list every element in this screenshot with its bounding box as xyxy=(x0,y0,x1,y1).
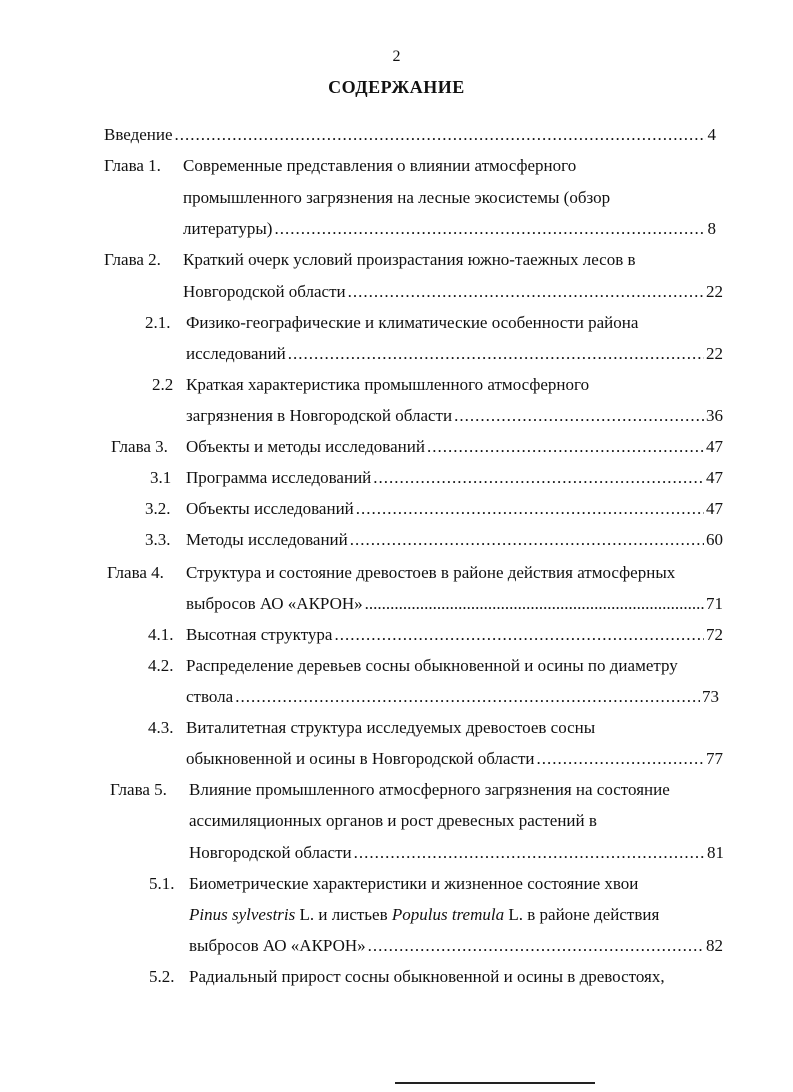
toc-row xyxy=(186,528,723,552)
toc-leader-dots xyxy=(175,123,706,147)
toc-chapter-label: Глава 5. xyxy=(110,780,167,799)
toc-entry-section-3-1 xyxy=(0,466,793,490)
page-number: 2 xyxy=(392,48,401,65)
toc-leader-dots xyxy=(454,404,704,428)
toc-page-number: 4 xyxy=(707,125,716,144)
toc-leader-dots xyxy=(235,685,700,709)
toc-row xyxy=(189,841,724,865)
toc-leader-dots xyxy=(288,342,704,366)
toc-page-number: 47 xyxy=(706,437,723,456)
toc-section-label: 5.1. xyxy=(149,874,175,893)
toc-entry-text: Объекты и методы исследований xyxy=(186,437,425,456)
toc-entry-chapter-1-line3 xyxy=(0,217,793,241)
toc-chapter-label: Глава 3. xyxy=(111,437,168,456)
toc-entry-text: Программа исследований xyxy=(186,468,372,487)
species-name-aspen: Populus tremula xyxy=(391,905,505,924)
toc-leader-dots xyxy=(274,217,705,241)
toc-entry-section-3-2 xyxy=(0,497,793,521)
toc-entry-text: Распределение деревьев сосны обыкновенной и осины по диаметру xyxy=(186,656,678,675)
toc-page-number: 82 xyxy=(706,936,723,955)
toc-page-number: 73 xyxy=(702,687,719,706)
toc-entry-intro xyxy=(0,123,793,147)
toc-section-label: 2.1. xyxy=(145,313,171,332)
toc-entry-chapter-5-line3 xyxy=(0,841,793,865)
toc-row xyxy=(186,623,723,647)
toc-entry-section-2-2-line2 xyxy=(0,404,793,428)
toc-row xyxy=(189,934,723,958)
toc-entry-text: ассимиляционных органов и рост древесных растений в xyxy=(189,811,597,830)
toc-page-number: 22 xyxy=(706,344,723,363)
toc-row xyxy=(186,685,719,709)
toc-entry-text: Методы исследований xyxy=(186,530,348,549)
toc-section-label: 2.2 xyxy=(152,375,174,394)
toc-leader-dots xyxy=(334,623,704,647)
toc-entry-text: Новгородской области xyxy=(183,282,346,301)
toc-section-label: 4.2. xyxy=(148,656,174,675)
toc-entry-section-5-1-line3 xyxy=(0,934,793,958)
toc-entry-chapter-4-line2 xyxy=(0,592,793,616)
toc-page-number: 47 xyxy=(706,499,723,518)
toc-entry-text: промышленного загрязнения на лесные экосистемы (обзор xyxy=(183,188,611,207)
footer-divider xyxy=(395,1082,595,1084)
toc-entry-text: Новгородской области xyxy=(189,843,352,862)
toc-row xyxy=(186,466,723,490)
toc-entry-section-2-1 xyxy=(0,311,793,335)
toc-entry-chapter-5-line2 xyxy=(0,809,793,833)
toc-leader-dots xyxy=(350,528,704,552)
toc-leader-dots xyxy=(348,280,704,304)
toc-entry-chapter-2 xyxy=(0,248,793,272)
toc-page-number: 47 xyxy=(706,468,723,487)
toc-entry-chapter-4 xyxy=(0,561,793,585)
toc-entry-text: Структура и состояние древостоев в районе действия атмосферных xyxy=(186,563,676,582)
toc-leader-dots xyxy=(365,592,704,616)
toc-row xyxy=(186,497,723,521)
toc-chapter-label: Глава 2. xyxy=(104,250,161,269)
toc-row xyxy=(186,435,723,459)
toc-entry-section-5-1-line2 xyxy=(0,903,793,927)
toc-leader-dots xyxy=(537,747,704,771)
toc-page-number: 72 xyxy=(706,625,723,644)
toc-section-label: 3.2. xyxy=(145,499,171,518)
toc-entry-chapter-1-line2 xyxy=(0,186,793,210)
toc-entry-section-2-2 xyxy=(0,373,793,397)
toc-row xyxy=(186,404,723,428)
toc-entry-section-4-2-line2 xyxy=(0,685,793,709)
toc-row xyxy=(186,342,723,366)
toc-page-number: 60 xyxy=(706,530,723,549)
toc-chapter-label: Глава 1. xyxy=(104,156,161,175)
toc-leader-dots xyxy=(356,497,704,521)
toc-page-number: 81 xyxy=(707,843,724,862)
toc-entry-text: Влияние промышленного атмосферного загрязнения на состояние xyxy=(189,780,670,799)
toc-row xyxy=(183,217,716,241)
toc-page-number: 8 xyxy=(707,219,716,238)
toc-text-part: L. и листьев xyxy=(295,905,392,924)
toc-section-label: 3.3. xyxy=(145,530,171,549)
toc-entry-section-2-1-line2 xyxy=(0,342,793,366)
toc-entry-text: Виталитетная структура исследуемых древостоев сосны xyxy=(186,718,596,737)
toc-entry-text: Радиальный прирост сосны обыкновенной и осины в древостоях, xyxy=(189,967,665,986)
toc-entry-chapter-1 xyxy=(0,154,793,178)
toc-section-label: 3.1 xyxy=(150,468,172,487)
toc-entry-text: литературы) xyxy=(183,219,273,238)
toc-entry-text: Физико-географические и климатические особенности района xyxy=(186,313,639,332)
toc-entry-text: Краткий очерк условий произрастания южно-таежных лесов в xyxy=(183,250,636,269)
toc-entry-section-4-3-line2 xyxy=(0,747,793,771)
toc-entry-section-5-2 xyxy=(0,965,793,989)
toc-entry-section-4-1 xyxy=(0,623,793,647)
toc-entry-chapter-5 xyxy=(0,778,793,802)
toc-section-label: 5.2. xyxy=(149,967,175,986)
toc-entry-section-3-3 xyxy=(0,528,793,552)
toc-entry-text xyxy=(189,903,659,927)
page-title: СОДЕРЖАНИЕ xyxy=(328,77,465,97)
toc-row xyxy=(104,123,716,147)
toc-entry-text: исследований xyxy=(186,344,286,363)
toc-page-number: 36 xyxy=(706,406,723,425)
toc-entry-section-5-1 xyxy=(0,872,793,896)
toc-section-label: 4.1. xyxy=(148,625,174,644)
toc-entry-chapter-2-line2 xyxy=(0,280,793,304)
toc-entry-text: Введение xyxy=(104,125,173,144)
toc-leader-dots xyxy=(368,934,704,958)
toc-entry-chapter-3 xyxy=(0,435,793,459)
toc-entry-text: Биометрические характеристики и жизненное состояние хвои xyxy=(189,874,639,893)
toc-entry-text: Современные представления о влиянии атмосферного xyxy=(183,156,577,175)
toc-leader-dots xyxy=(373,466,704,490)
toc-entry-section-4-3 xyxy=(0,716,793,740)
toc-entry-text: Краткая характеристика промышленного атмосферного xyxy=(186,375,590,394)
toc-entry-section-4-2 xyxy=(0,654,793,678)
toc-text-part: L. в районе действия xyxy=(504,905,660,924)
toc-row xyxy=(186,747,723,771)
toc-page-number: 77 xyxy=(706,749,723,768)
toc-entry-text: выбросов АО «АКРОН» xyxy=(186,594,363,613)
toc-page-number: 22 xyxy=(706,282,723,301)
species-name-pine: Pinus sylvestris xyxy=(189,905,296,924)
toc-entry-text: обыкновенной и осины в Новгородской области xyxy=(186,749,535,768)
toc-leader-dots xyxy=(427,435,704,459)
toc-entry-text: ствола xyxy=(186,687,234,706)
toc-entry-text: Высотная структура xyxy=(186,625,333,644)
toc-row xyxy=(186,592,723,616)
toc-row xyxy=(183,280,723,304)
toc-leader-dots xyxy=(354,841,705,865)
toc-entry-text: выбросов АО «АКРОН» xyxy=(189,936,366,955)
toc-chapter-label: Глава 4. xyxy=(107,563,164,582)
toc-entry-text: Объекты исследований xyxy=(186,499,354,518)
toc-entry-text: загрязнения в Новгородской области xyxy=(186,406,453,425)
toc-section-label: 4.3. xyxy=(148,718,174,737)
toc-page-number: 71 xyxy=(706,594,723,613)
